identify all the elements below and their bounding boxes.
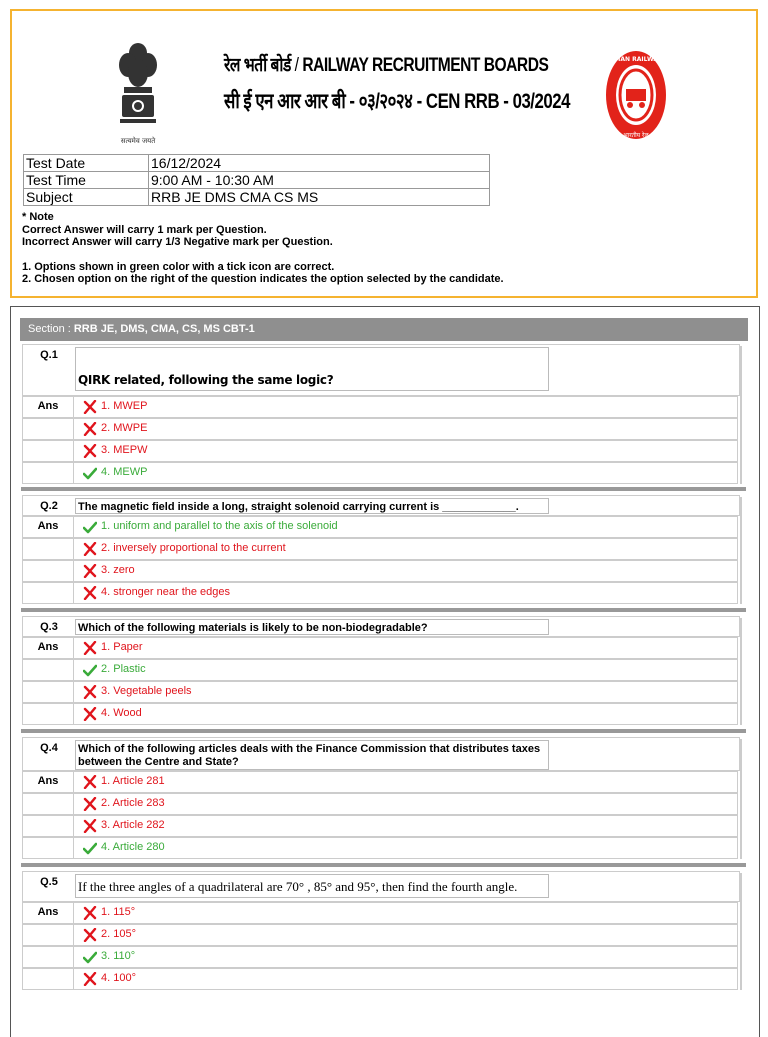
answer-option (22, 582, 738, 604)
marking-notes (22, 211, 504, 286)
answer-option (22, 924, 738, 946)
wrong-option-text: 4. stronger near the edges (101, 586, 231, 598)
ans-label (23, 816, 74, 836)
question-number: Q.4 (40, 742, 58, 754)
info-row-time (24, 172, 490, 189)
wrong-option-text: 1. Article 281 (101, 775, 165, 787)
wrong-option-text: 3. zero (101, 564, 135, 576)
wrong-cross-icon (83, 641, 97, 655)
ans-label (23, 561, 74, 581)
row-scroll-edge (740, 497, 742, 604)
wrong-cross-icon (83, 444, 97, 458)
answer-option (22, 703, 738, 725)
correct-option-text: 4. MEWP (101, 466, 148, 478)
correct-option-text: 4. Article 280 (101, 841, 165, 853)
note-line: Incorrect Answer will carry 1/3 Negative mark per Question. (22, 236, 333, 248)
ans-label: Ans (23, 638, 74, 658)
section-header (20, 318, 748, 341)
correct-tick-icon (83, 663, 97, 677)
answer-option (22, 837, 738, 859)
ans-label (23, 539, 74, 559)
wrong-option-text: 3. MEPW (101, 444, 148, 456)
correct-option-text: 1. uniform and parallel to the axis of the solenoid (101, 520, 338, 532)
ans-label (23, 969, 74, 989)
question-number: Q.2 (40, 500, 58, 512)
logo-hindi: भारतीय रेल (623, 132, 649, 139)
question-separator (21, 729, 746, 733)
board-title (224, 51, 548, 77)
question-separator (21, 608, 746, 612)
emblem-caption: सत्यमेव जयते (120, 137, 156, 145)
wrong-cross-icon (83, 564, 97, 578)
indian-railways-logo-icon (602, 47, 670, 143)
wrong-cross-icon (83, 707, 97, 721)
wrong-cross-icon (83, 819, 97, 833)
info-value: RRB JE DMS CMA CS MS (149, 189, 490, 206)
info-row-date (24, 155, 490, 172)
question-row (22, 495, 740, 516)
note-line: 2. Chosen option on the right of the question indicates the option selected by the candidate. (22, 273, 504, 285)
section-label: Section : (28, 323, 74, 335)
wrong-cross-icon (83, 928, 97, 942)
wrong-option-text: 1. Paper (101, 641, 143, 653)
question-text: The magnetic field inside a long, straight solenoid carrying current is ____________. (75, 498, 549, 514)
ans-label (23, 463, 74, 483)
ans-label: Ans (23, 397, 74, 417)
answer-option (22, 659, 738, 681)
wrong-option-text: 2. inversely proportional to the current (101, 542, 286, 554)
info-row-subject (24, 189, 490, 206)
correct-tick-icon (83, 841, 97, 855)
wrong-option-text: 2. 105° (101, 928, 136, 940)
national-emblem-icon (110, 35, 166, 147)
info-value: 9:00 AM - 10:30 AM (149, 172, 490, 189)
logo-text: INDIAN RAILWAYS (605, 56, 667, 63)
wrong-cross-icon (83, 685, 97, 699)
ans-label: Ans (23, 772, 74, 792)
question-text: QIRK related, following the same logic? (75, 347, 549, 391)
ans-label (23, 441, 74, 461)
note-line: 1. Options shown in green color with a tick icon are correct. (22, 260, 335, 273)
question-text: Which of the following materials is likely to be non-biodegradable? (75, 619, 549, 635)
question-number: Q.1 (40, 349, 58, 361)
answer-option (22, 681, 738, 703)
correct-tick-icon (83, 520, 97, 534)
board-title-hindi: रेल भर्ती बोर्ड (224, 55, 291, 76)
wrong-cross-icon (83, 400, 97, 414)
answer-option (22, 946, 738, 968)
answer-option (22, 462, 738, 484)
question-separator (21, 863, 746, 867)
ans-label (23, 838, 74, 858)
wrong-option-text: 1. MWEP (101, 400, 148, 412)
board-title-english: RAILWAY RECRUITMENT BOARDS (302, 55, 549, 76)
ans-label (23, 704, 74, 724)
answer-option (22, 902, 738, 924)
wrong-option-text: 2. MWPE (101, 422, 148, 434)
ans-label (23, 947, 74, 967)
ans-label (23, 583, 74, 603)
ans-label (23, 794, 74, 814)
exam-header (10, 9, 758, 298)
answer-option (22, 560, 738, 582)
notice-title: सी ई एन आर आर बी - ०३/२०२४ - CEN RRB - 03/2024 (224, 90, 570, 113)
question-text: Which of the following articles deals with the Finance Commission that distributes taxes between the Centre and State? (75, 740, 549, 770)
wrong-cross-icon (83, 586, 97, 600)
ans-label (23, 660, 74, 680)
wrong-option-text: 2. Article 283 (101, 797, 165, 809)
ans-label (23, 419, 74, 439)
wrong-cross-icon (83, 906, 97, 920)
row-scroll-edge (740, 346, 742, 484)
answer-option (22, 418, 738, 440)
wrong-cross-icon (83, 775, 97, 789)
wrong-cross-icon (83, 542, 97, 556)
row-scroll-edge (740, 739, 742, 859)
wrong-option-text: 3. Article 282 (101, 819, 165, 831)
wrong-cross-icon (83, 972, 97, 986)
answer-option (22, 538, 738, 560)
correct-tick-icon (83, 950, 97, 964)
info-value: 16/12/2024 (149, 155, 490, 172)
answer-option (22, 637, 738, 659)
ans-label (23, 925, 74, 945)
correct-option-text: 2. Plastic (101, 663, 146, 675)
answer-option (22, 516, 738, 538)
wrong-option-text: 4. 100° (101, 972, 136, 984)
answer-option (22, 815, 738, 837)
wrong-option-text: 3. Vegetable peels (101, 685, 192, 697)
wrong-option-text: 1. 115° (101, 906, 136, 918)
answer-option (22, 440, 738, 462)
question-row (22, 344, 740, 396)
note-heading: * Note (22, 211, 54, 223)
info-key: Subject (24, 189, 149, 206)
correct-tick-icon (83, 466, 97, 480)
board-title-sep: / (290, 55, 303, 76)
ans-label: Ans (23, 903, 74, 923)
wrong-cross-icon (83, 422, 97, 436)
note-line: Correct Answer will carry 1 mark per Question. (22, 223, 267, 236)
question-number: Q.3 (40, 621, 58, 633)
answer-option (22, 793, 738, 815)
wrong-option-text: 4. Wood (101, 707, 142, 719)
correct-option-text: 3. 110° (101, 950, 136, 962)
question-separator (21, 487, 746, 491)
ans-label (23, 682, 74, 702)
info-key: Test Date (24, 155, 149, 172)
test-info-table (23, 154, 490, 206)
answer-option (22, 968, 738, 990)
row-scroll-edge (740, 873, 742, 990)
question-text: If the three angles of a quadrilateral are 70° , 85° and 95°, then find the fourth angle. (75, 874, 549, 898)
wrong-cross-icon (83, 797, 97, 811)
question-row (22, 616, 740, 637)
info-key: Test Time (24, 172, 149, 189)
question-row (22, 737, 740, 771)
section-name: RRB JE, DMS, CMA, CS, MS CBT-1 (73, 323, 255, 335)
answer-option (22, 396, 738, 418)
row-scroll-edge (740, 618, 742, 725)
answer-option (22, 771, 738, 793)
question-number: Q.5 (40, 876, 58, 888)
ans-label: Ans (23, 517, 74, 537)
question-row (22, 871, 740, 902)
